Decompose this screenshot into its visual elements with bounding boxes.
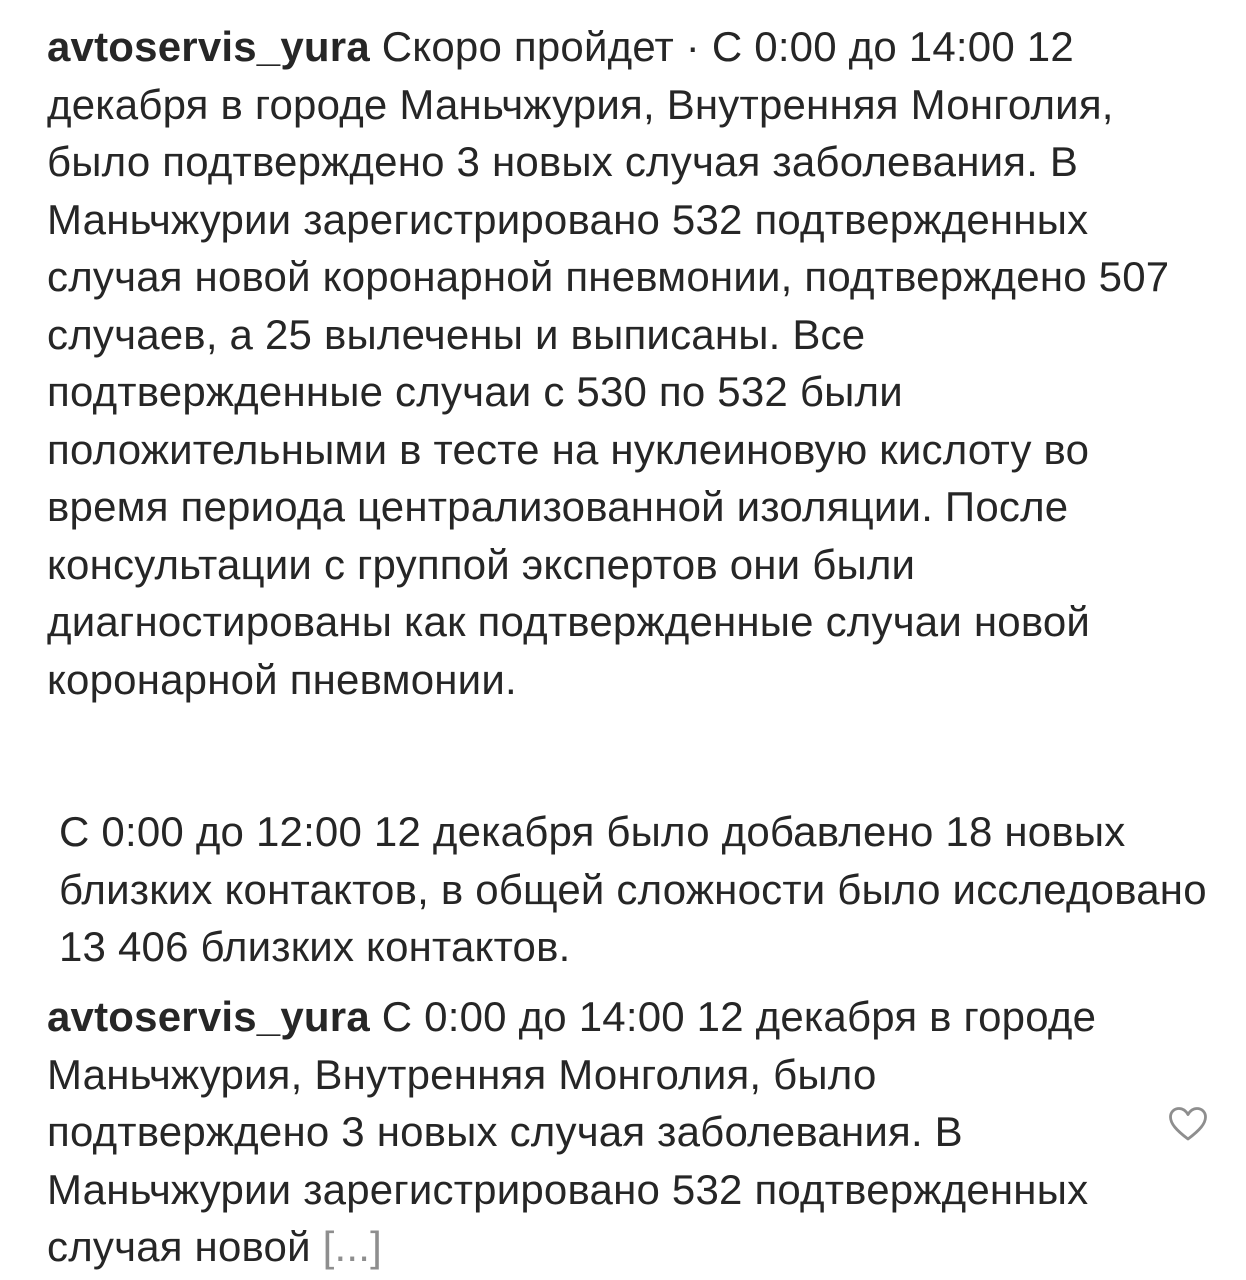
post-text-1: С 0:00 до 14:00 12 декабря в городе Маньчжурия, Внутренняя Монголия, было подтверждено 3 новых случая заболевания. В Маньчжурии зарегистрировано 532 подтвержденных случая новой коронарной пневмонии, подтверждено 507 случаев, а 25 вылечены и выписаны. Все подтвержденные случаи с 530 по 532 были положительными в тесте на нуклеиновую кислоту во время периода централизованной изоляции. После консультации с группой экспертов они были диагностированы как подтвержденные случаи новой коронарной пневмонии.: [47, 23, 1170, 703]
post-text-2: С 0:00 до 12:00 12 декабря было добавлено 18 новых близких контактов, в общей сложности было исследовано 13 406 близких контактов.: [59, 808, 1207, 970]
comment: [47, 988, 1137, 1276]
caption-paragraph-1: [47, 18, 1207, 708]
more-button[interactable]: [...]: [322, 1223, 383, 1270]
post-username[interactable]: avtoservis_yura: [47, 23, 370, 70]
post-caption: [47, 18, 1207, 976]
caption-paragraph-2: [47, 803, 1207, 976]
post-status: Скоро пройдет: [381, 23, 674, 70]
heart-icon[interactable]: [1168, 1106, 1208, 1142]
post-separator: ·: [685, 23, 700, 70]
heart-outline-svg: [1168, 1106, 1208, 1142]
comment-username[interactable]: avtoservis_yura: [47, 993, 370, 1040]
comment-text: С 0:00 до 14:00 12 декабря в городе Маньчжурия, Внутренняя Монголия, было подтверждено 3 новых случая заболевания. В Маньчжурии зарегистрировано 532 подтвержденных случая новой: [47, 993, 1097, 1270]
